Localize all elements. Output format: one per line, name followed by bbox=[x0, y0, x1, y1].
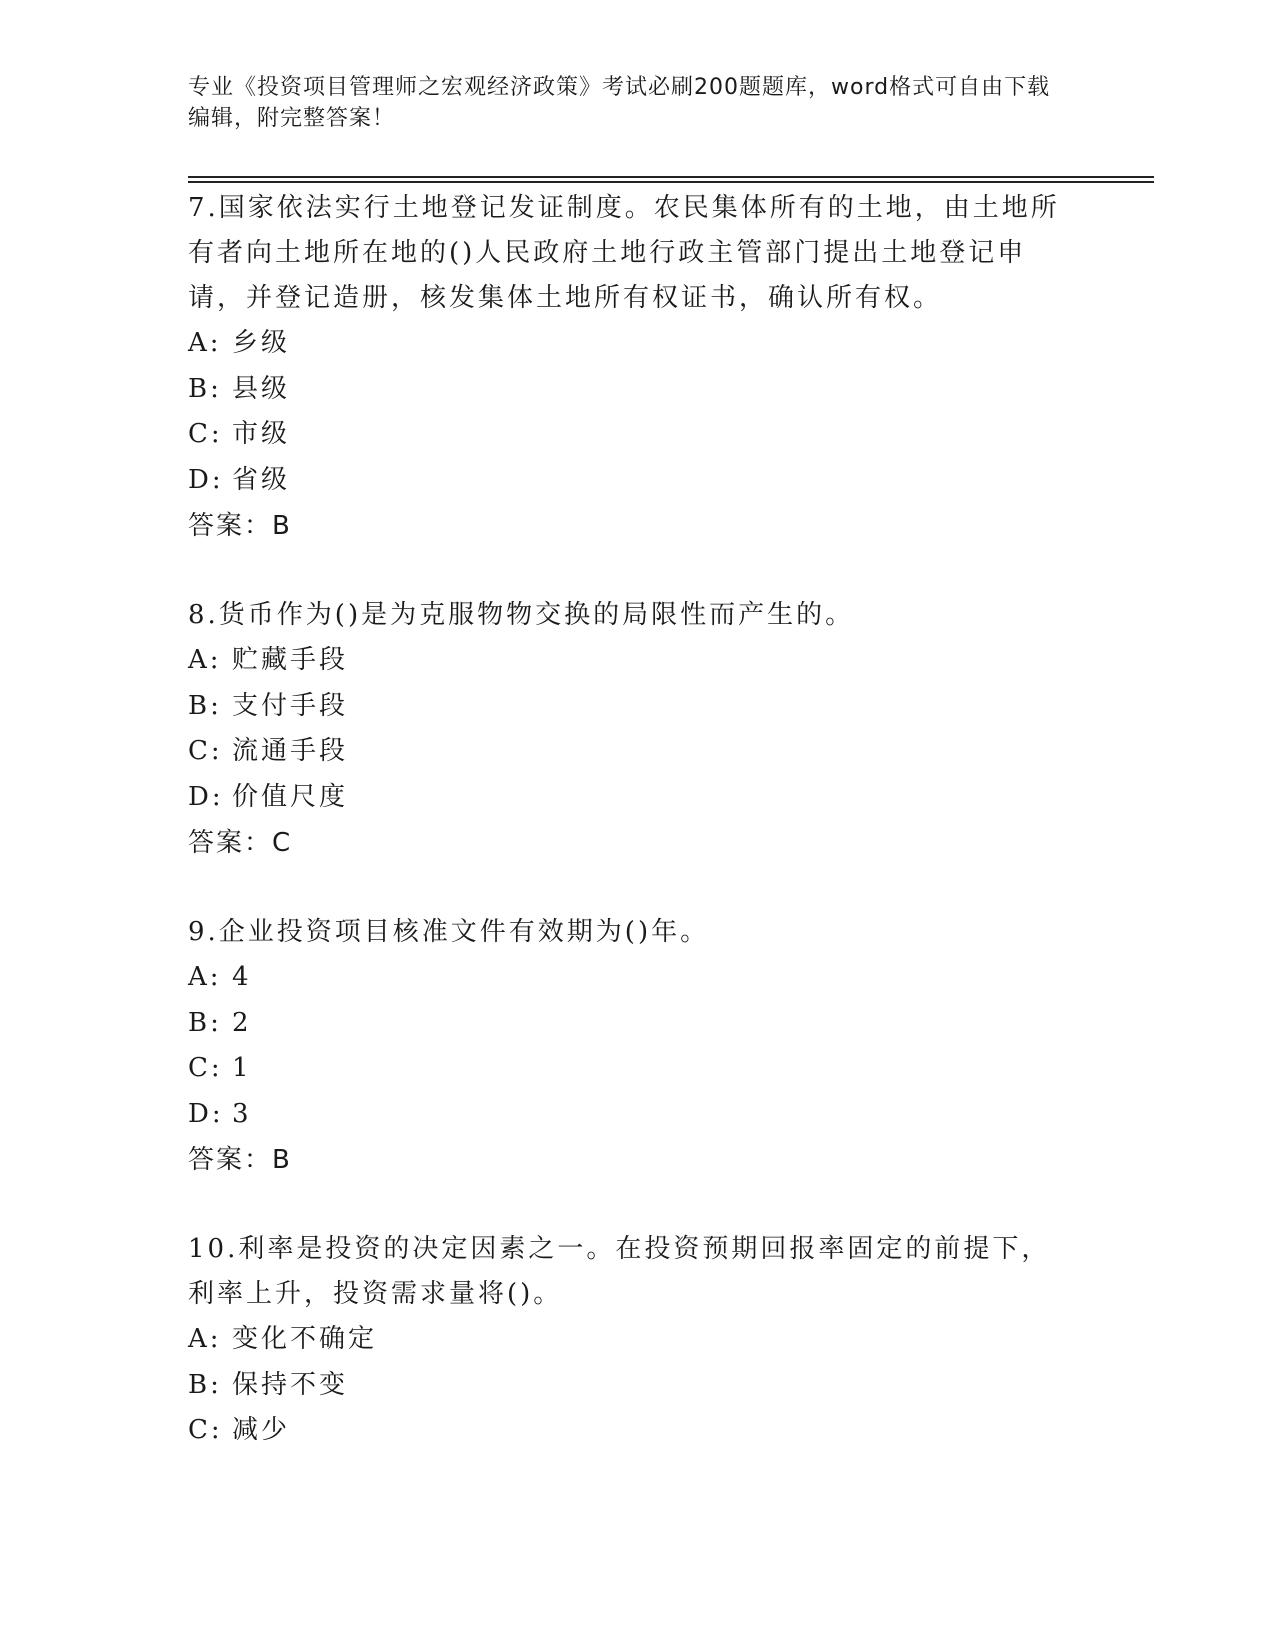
option-label: A: bbox=[188, 962, 222, 992]
question-8 bbox=[188, 593, 1088, 866]
option-label: C: bbox=[188, 419, 223, 449]
option-b bbox=[188, 1363, 1088, 1409]
option-text: 流通手段 bbox=[232, 736, 349, 766]
option-c bbox=[188, 1046, 1088, 1092]
option-d bbox=[188, 1092, 1088, 1138]
option-label: C: bbox=[188, 1415, 223, 1445]
option-b bbox=[188, 684, 1088, 730]
question-9 bbox=[188, 910, 1088, 1183]
option-label: D: bbox=[188, 1098, 224, 1129]
option-b bbox=[188, 1001, 1088, 1047]
header-divider-bottom bbox=[188, 181, 1154, 183]
answer-line: 答案：C bbox=[188, 828, 293, 858]
document-header: 专业《投资项目管理师之宏观经济政策》考试必刷200题题库，word格式可自由下载编辑，附完整答案！ bbox=[188, 75, 1051, 131]
option-text: 价值尺度 bbox=[232, 781, 349, 812]
question-stem: 10.利率是投资的决定因素之一。在投资预期回报率固定的前提下，利率上升，投资需求量将()。 bbox=[188, 1234, 1051, 1309]
question-list bbox=[188, 186, 1088, 1498]
option-c bbox=[188, 729, 1088, 775]
option-label: C: bbox=[188, 736, 223, 766]
option-label: A: bbox=[188, 1324, 222, 1354]
option-d bbox=[188, 775, 1088, 821]
option-c bbox=[188, 1408, 1088, 1454]
option-text: 省级 bbox=[232, 464, 291, 495]
question-stem: 9.企业投资项目核准文件有效期为()年。 bbox=[188, 917, 710, 947]
question-7 bbox=[188, 186, 1088, 549]
option-text: 乡级 bbox=[232, 328, 291, 358]
question-stem: 7.国家依法实行土地登记发证制度。农民集体所有的土地，由土地所有者向土地所在地的()人民政府土地行政主管部门提出土地登记申请，并登记造册，核发集体土地所有权证书，确认所有权。 bbox=[188, 193, 1060, 313]
question-stem: 8.货币作为()是为克服物物交换的局限性而产生的。 bbox=[188, 600, 855, 630]
option-label: D: bbox=[188, 781, 224, 812]
option-label: B: bbox=[188, 1007, 222, 1038]
option-label: D: bbox=[188, 464, 224, 495]
option-c bbox=[188, 412, 1088, 458]
option-a bbox=[188, 1317, 1088, 1363]
option-label: B: bbox=[188, 1369, 222, 1400]
option-text: 1 bbox=[232, 1053, 252, 1083]
option-text: 减少 bbox=[232, 1415, 291, 1445]
option-text: 县级 bbox=[232, 373, 291, 404]
option-label: B: bbox=[188, 690, 222, 721]
answer-line: 答案：B bbox=[188, 1145, 292, 1175]
option-label: A: bbox=[188, 328, 222, 358]
option-a bbox=[188, 321, 1088, 367]
option-text: 市级 bbox=[232, 419, 291, 449]
option-text: 贮藏手段 bbox=[232, 645, 349, 675]
option-a bbox=[188, 955, 1088, 1001]
option-text: 4 bbox=[232, 962, 252, 992]
option-d bbox=[188, 458, 1088, 504]
option-label: A: bbox=[188, 645, 222, 675]
question-10 bbox=[188, 1227, 1088, 1454]
option-b bbox=[188, 367, 1088, 413]
header-divider-top bbox=[188, 176, 1154, 178]
option-text: 变化不确定 bbox=[232, 1324, 378, 1354]
option-text: 3 bbox=[232, 1098, 252, 1129]
option-text: 2 bbox=[232, 1007, 252, 1038]
option-a bbox=[188, 638, 1088, 684]
answer-line: 答案：B bbox=[188, 511, 292, 541]
option-label: C: bbox=[188, 1053, 223, 1083]
option-text: 支付手段 bbox=[232, 690, 349, 721]
option-text: 保持不变 bbox=[232, 1369, 349, 1400]
option-label: B: bbox=[188, 373, 222, 404]
